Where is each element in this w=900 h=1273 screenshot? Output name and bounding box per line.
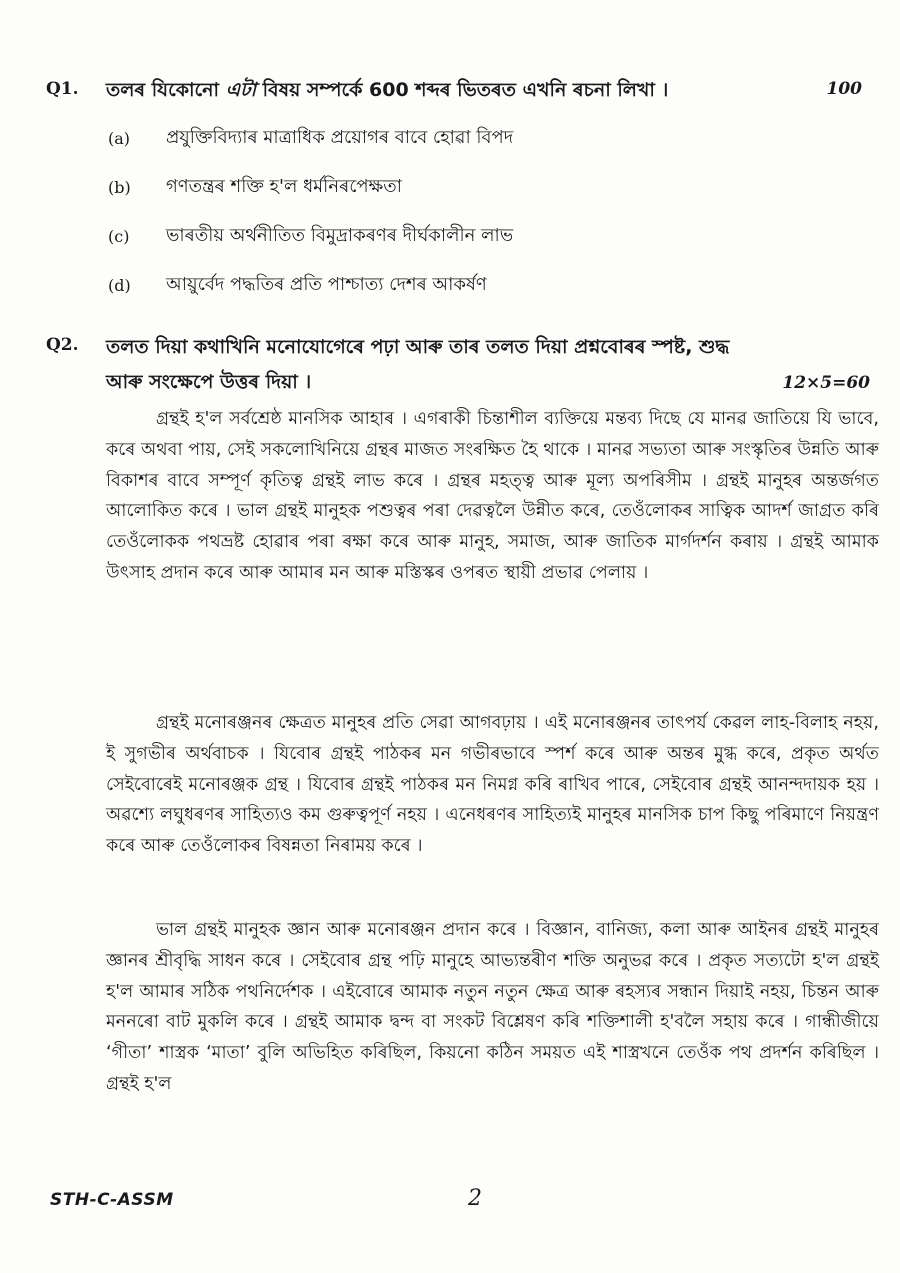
page-number: 2 — [468, 1186, 482, 1211]
question-text-part: তলৰ যিকোনো — [106, 79, 226, 101]
question-marks: 100 — [826, 79, 862, 99]
question-number: Q2. — [46, 335, 79, 355]
question-marks: 12×5=60 — [782, 373, 870, 393]
paper-code: STH-C-ASSM — [50, 1190, 174, 1210]
option-label: (a) — [108, 129, 131, 148]
option-item — [108, 212, 870, 261]
option-item — [108, 261, 870, 310]
option-text: গণতন্ত্ৰৰ শক্তি হ'ল ধৰ্মনিৰপেক্ষতা — [166, 176, 402, 197]
passage-paragraph: ভাল গ্ৰন্থই মানুহক জ্ঞান আৰু মনোৰঞ্জন প্ৰদান কৰে । বিজ্ঞান, বানিজ্য, কলা আৰু আইনৰ গ্ৰন্থই মানুহৰ জ্ঞানৰ শ্ৰীবৃদ্ধি সাধন কৰে । সেইবোৰ গ্ৰন্থ পঢ়ি মানুহে আভ্যন্তৰীণ শক্তি অনুভৱ কৰে । প্ৰকৃত সত্যটো হ'ল গ্ৰন্থই হ'ল আমাৰ সঠিক পথনিৰ্দেশক । এইবোৰে আমাক নতুন নতুন ক্ষেত্ৰ আৰু ৰহস্যৰ সন্ধান দিয়াই নহয়, চিন্তন আৰু মননৰো বাট মুকলি কৰে । গ্ৰন্থই আমাক দ্বন্দ বা সংকট বিশ্লেষণ কৰি শক্তিশালী হ'বলৈ সহায় কৰে । গান্ধীজীয়ে ‘গীতা’ শাস্ত্ৰক ‘মাতা’ বুলি অভিহিত কৰিছিল, কিয়নো কঠিন সময়ত এই শাস্ত্ৰখনে তেওঁক পথ প্ৰদৰ্শন কৰিছিল । গ্ৰন্থই হ'ল — [106, 920, 879, 1094]
passage-paragraph: গ্ৰন্থই হ'ল সৰ্বশ্ৰেষ্ঠ মানসিক আহাৰ । এগৰাকী চিন্তাশীল ব্যক্তিয়ে মন্তব্য দিছে যে মানৱ জাতিয়ে যি ভাবে, কৰে অথবা পায়, সেই সকলোখিনিয়ে গ্ৰন্থৰ মাজত সংৰক্ষিত হৈ থাকে । মানৱ সভ্যতা আৰু সংস্কৃতিৰ উন্নতি আৰু বিকাশৰ বাবে সম্পূৰ্ণ কৃতিত্ব গ্ৰন্থই লাভ কৰে । গ্ৰন্থৰ মহত্ত্ব আৰু মূল্য অপৰিসীম । গ্ৰন্থই মানুহৰ অন্তৰ্জগত আলোকিত কৰে । ভাল গ্ৰন্থই মানুহক পশুত্বৰ পৰা দেৱত্বলৈ উন্নীত কৰে, তেওঁলোকৰ সাত্বিক আদৰ্শ জাগ্ৰত কৰি তেওঁলোকক পথভ্ৰষ্ট হোৱাৰ পৰা ৰক্ষা কৰে আৰু মানুহ, সমাজ, আৰু জাতিক মাৰ্গদৰ্শন কৰায় । গ্ৰন্থই আমাক উৎসাহ প্ৰদান কৰে আৰু আমাৰ মন আৰু মস্তিস্কৰ ওপৰত স্থায়ী প্ৰভাৱ পেলায় । — [106, 409, 879, 583]
question-text — [106, 74, 870, 107]
option-text: আয়ুৰ্বেদ পদ্ধতিৰ প্ৰতি পাশ্চাত্য দেশৰ আকৰ্ষণ — [166, 274, 487, 295]
option-label: (c) — [108, 227, 130, 246]
passage-paragraph: গ্ৰন্থই মনোৰঞ্জনৰ ক্ষেত্ৰত মানুহৰ প্ৰতি সেৱা আগবঢ়ায় । এই মনোৰঞ্জনৰ তাৎপৰ্য কেৱল লাহ-বিলাহ নহয়, ই সুগভীৰ অৰ্থবাচক । যিবোৰ গ্ৰন্থই পাঠকৰ মন গভীৰভাবে স্পৰ্শ কৰে আৰু অন্তৰ মুগ্ধ কৰে, প্ৰকৃত অৰ্থত সেইবোৰেই মনোৰঞ্জক গ্ৰন্থ । যিবোৰ গ্ৰন্থই পাঠকৰ মন নিমগ্ন কৰি ৰাখিব পাৰে, সেইবোৰ গ্ৰন্থই আনন্দদায়ক হয় । অৱশ্যে লঘুধৰণৰ সাহিত্যও কম গুৰুত্বপূৰ্ণ নহয় । এনেধৰণৰ সাহিত্যই মানুহৰ মানসিক চাপ কিছু পৰিমাণে নিয়ন্ত্ৰণ কৰে আৰু তেওঁলোকৰ বিষন্নতা নিৰাময় কৰে । — [106, 713, 879, 857]
option-label: (d) — [108, 276, 131, 295]
essay-options — [108, 114, 870, 310]
question-number: Q1. — [46, 79, 79, 99]
question-text-part: বিষয় সম্পৰ্কে 600 শব্দৰ ভিতৰত এখনি ৰচনা লিখা । — [255, 79, 669, 101]
question-text-emphasis: এটা — [225, 79, 256, 101]
question-text: তলত দিয়া কথাখিনি মনোযোগেৰে পঢ়া আৰু তাৰ তলত দিয়া প্ৰশ্নবোৰৰ স্পষ্ট, শুদ্ধ আৰু সংক্ষেপে উত্তৰ দিয়া । — [106, 336, 730, 393]
option-item — [108, 114, 870, 163]
question-1 — [46, 74, 870, 107]
question-2 — [46, 330, 870, 400]
option-text: প্ৰযুক্তিবিদ্যাৰ মাত্ৰাধিক প্ৰয়োগৰ বাবে হোৱা বিপদ — [166, 127, 514, 148]
option-text: ভাৰতীয় অৰ্থনীতিত বিমুদ্ৰাকৰণৰ দীৰ্ঘকালীন লাভ — [166, 225, 514, 246]
option-label: (b) — [108, 178, 131, 197]
option-item — [108, 163, 870, 212]
